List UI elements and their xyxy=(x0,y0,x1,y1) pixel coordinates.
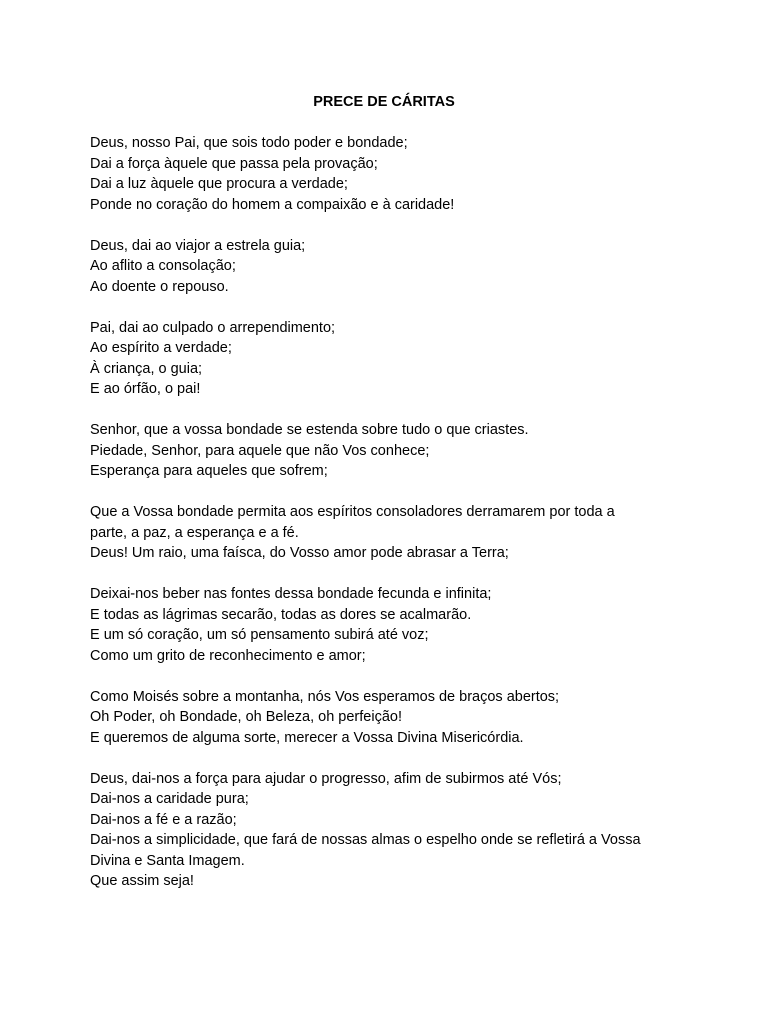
stanza-line: À criança, o guia; xyxy=(90,360,203,377)
stanza-line: Senhor, que a vossa bondade se estenda sobre tudo o que criastes. xyxy=(90,422,529,438)
stanza-line: Ao doente o repouso. xyxy=(90,278,229,295)
stanza xyxy=(90,236,690,298)
stanza-line: Dai a força àquele que passa pela provação; xyxy=(90,155,378,172)
stanza-line: E todas as lágrimas secarão, todas as dores se acalmarão. xyxy=(90,606,472,623)
stanza-line: Deus, dai ao viajor a estrela guia; xyxy=(90,237,306,254)
prayer-body xyxy=(90,133,690,912)
stanza-line: Dai-nos a simplicidade, que fará de nossas almas o espelho onde se refletirá a Vossa xyxy=(90,832,641,848)
stanza-line: Dai-nos a fé e a razão; xyxy=(90,811,237,828)
stanza xyxy=(90,687,690,749)
stanza-line: E um só coração, um só pensamento subirá até voz; xyxy=(90,627,429,643)
stanza-line: E ao órfão, o pai! xyxy=(90,381,201,397)
stanza-line: Oh Poder, oh Bondade, oh Beleza, oh perfeição! xyxy=(90,709,402,725)
stanza-line: Ponde no coração do homem a compaixão e à caridade! xyxy=(90,196,455,213)
stanza xyxy=(90,769,690,892)
stanza-line: Pai, dai ao culpado o arrependimento; xyxy=(90,319,336,336)
stanza-line: Como um grito de reconhecimento e amor; xyxy=(90,647,366,664)
stanza-line: Como Moisés sobre a montanha, nós Vos esperamos de braços abertos; xyxy=(90,688,560,705)
stanza xyxy=(90,420,690,482)
stanza-line: Dai a luz àquele que procura a verdade; xyxy=(90,176,348,192)
stanza-line: Que assim seja! xyxy=(90,873,194,889)
stanza-line: E queremos de alguma sorte, merecer a Vossa Divina Misericórdia. xyxy=(90,729,524,746)
stanza-line: Deus, dai-nos a força para ajudar o progresso, afim de subirmos até Vós; xyxy=(90,770,562,787)
stanza-line: Que a Vossa bondade permita aos espíritos consoladores derramarem por toda a xyxy=(90,504,615,520)
stanza xyxy=(90,133,690,215)
stanza-line: Ao aflito a consolação; xyxy=(90,258,236,274)
stanza xyxy=(90,584,690,666)
stanza-line: Deus! Um raio, uma faísca, do Vosso amor pode abrasar a Terra; xyxy=(90,545,509,561)
stanza-line: Divina e Santa Imagem. xyxy=(90,852,245,869)
document-title: PRECE DE CÁRITAS xyxy=(313,94,455,110)
stanza-line: Esperança para aqueles que sofrem; xyxy=(90,463,328,479)
stanza xyxy=(90,318,690,400)
stanza-line: Ao espírito a verdade; xyxy=(90,340,232,356)
stanza-line: parte, a paz, a esperança e a fé. xyxy=(90,524,299,541)
stanza-line: Deixai-nos beber nas fontes dessa bondade fecunda e infinita; xyxy=(90,586,492,602)
stanza-line: Piedade, Senhor, para aquele que não Vos conhece; xyxy=(90,442,430,459)
stanza-line: Deus, nosso Pai, que sois todo poder e bondade; xyxy=(90,135,408,151)
stanza xyxy=(90,502,690,564)
stanza-line: Dai-nos a caridade pura; xyxy=(90,791,249,807)
